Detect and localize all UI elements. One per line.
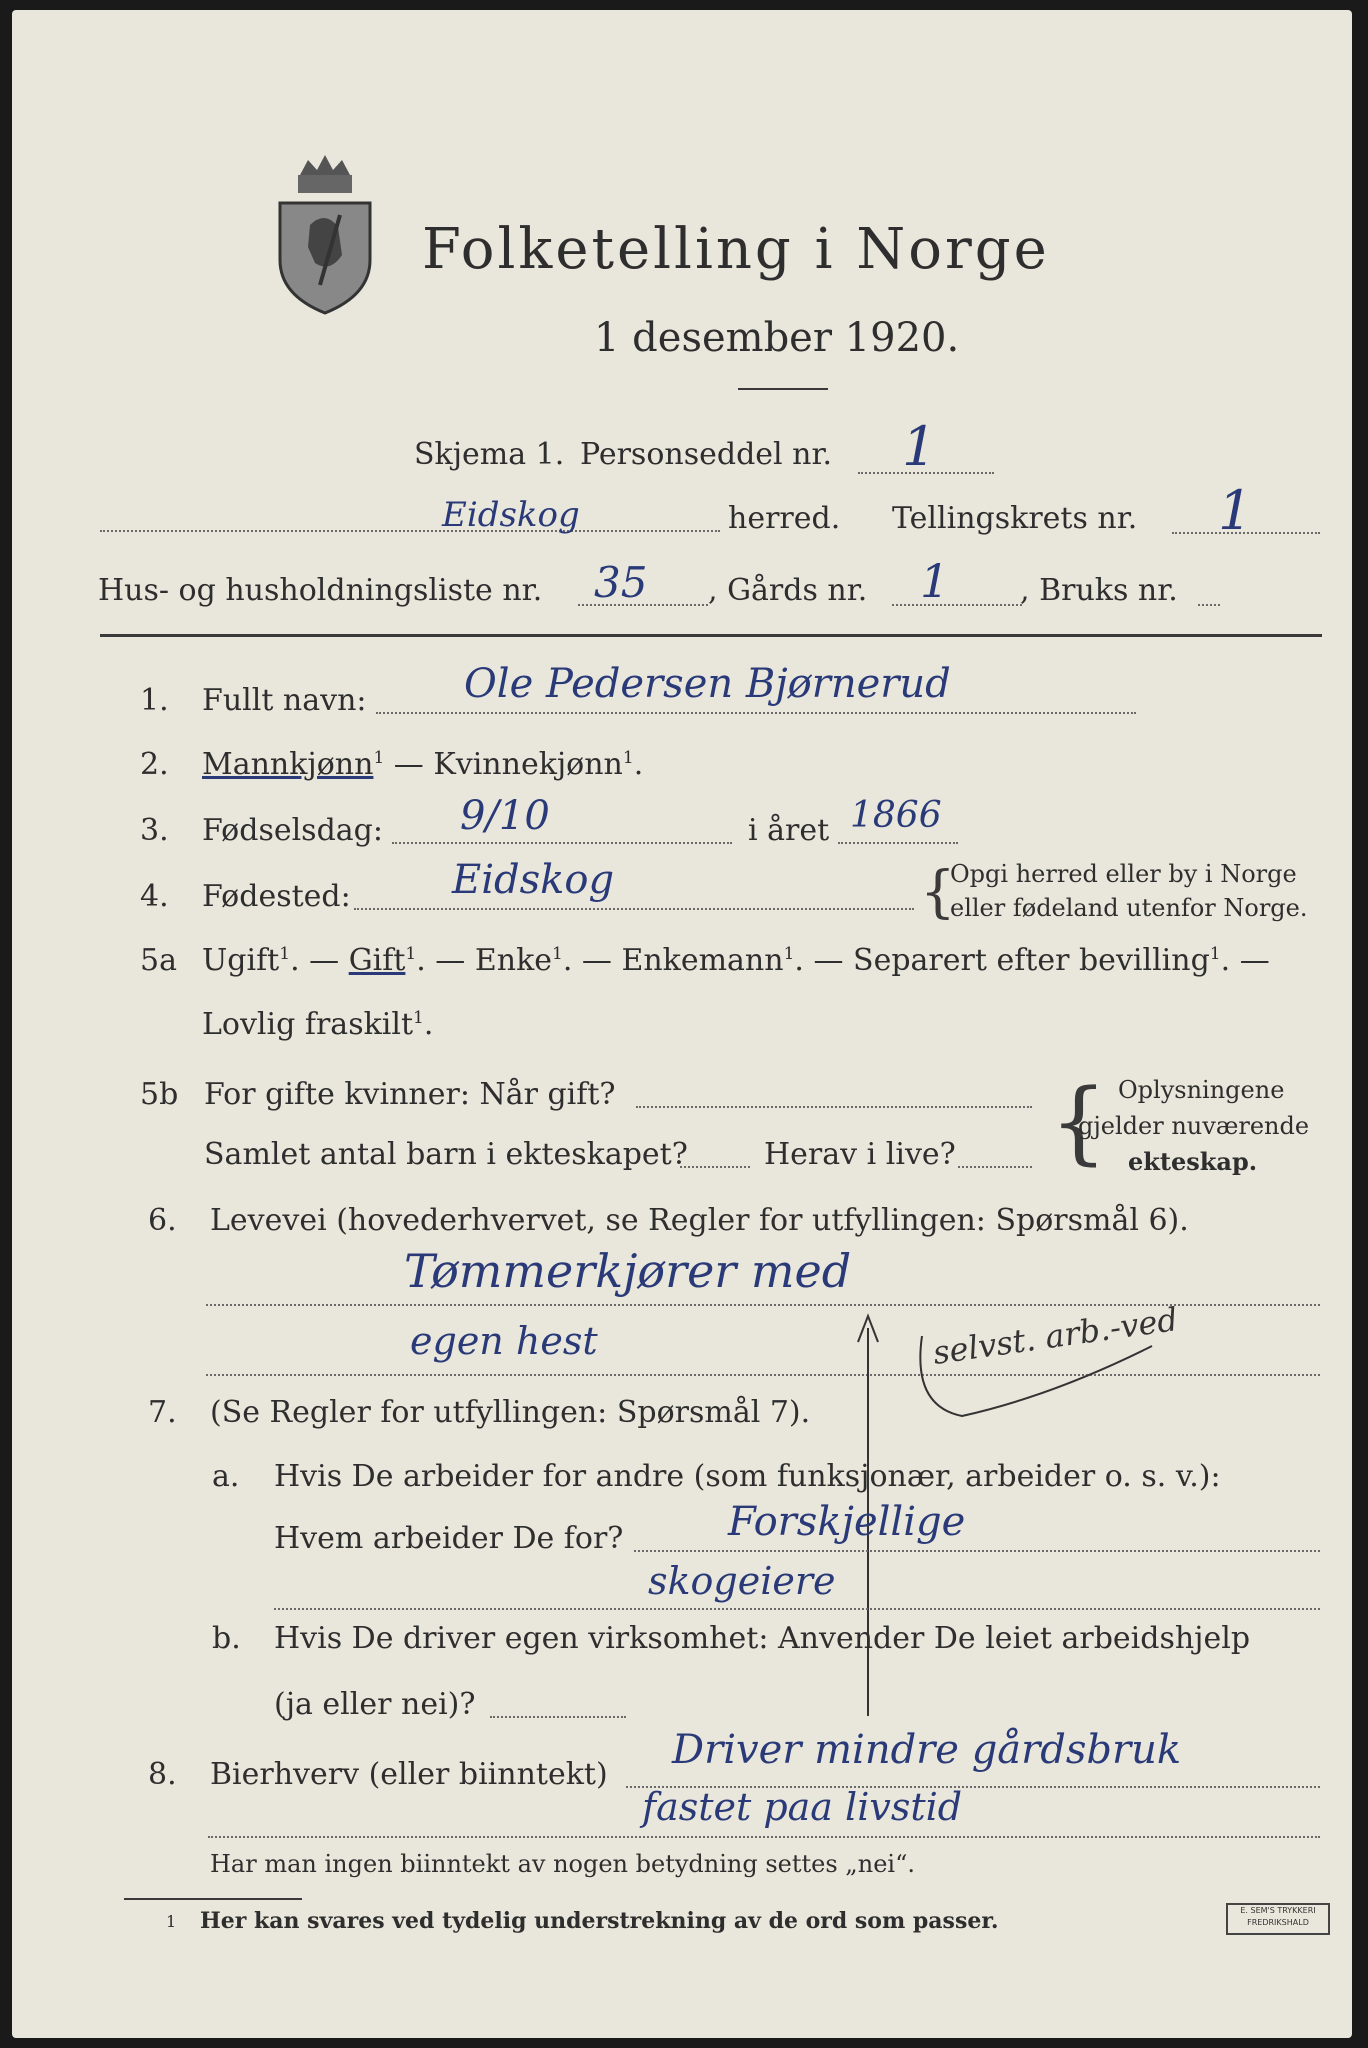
herred-line [100,530,720,532]
q3-number: 3. [140,813,169,848]
herred-value: Eidskog [442,495,580,535]
q5b-line3 [958,1166,1032,1168]
q6-value-line1: Tømmerkjører med [404,1244,852,1298]
q1-label: Fullt navn: [202,683,367,718]
q5b-note1: Oplysningene [1118,1076,1285,1104]
form-title: Folketelling i Norge [422,217,1050,282]
q8-value2: fastet paa livstid [642,1785,963,1829]
q1-number: 1. [140,683,169,718]
hus-value: 35 [594,558,648,607]
q3-line [392,842,732,844]
q6-annotation: selvst. arb.-ved [930,1300,1181,1372]
q5b-number: 5b [140,1077,179,1112]
q5b-label1: For gifte kvinner: Når gift? [204,1077,616,1112]
bruks-label: , Bruks nr. [1020,573,1178,608]
footer-note: Har man ingen biinntekt av nogen betydning settes „nei“. [210,1850,915,1878]
q5b-label3: Herav i live? [764,1137,956,1172]
herred-label: herred. [728,501,841,536]
q7a-line1 [634,1550,1320,1552]
q2-mannkjonn: Mannkjønn [202,747,374,782]
skjema-label: Skjema 1. [414,437,565,472]
census-date: 1 desember 1920. [594,315,960,361]
q7b-number: b. [212,1621,241,1656]
q3-value: 9/10 [460,793,550,839]
q3-year-label: i året [748,813,830,848]
q5b-brace: { [1050,1070,1108,1175]
title-divider [738,388,828,390]
q5a-number: 5a [140,943,177,978]
q4-label: Fødested: [202,879,351,914]
q6-label: Levevei (hovederhvervet, se Regler for utfyllingen: Spørsmål 6). [210,1203,1189,1238]
q4-line [354,908,914,910]
q6-value-line2: egen hest [410,1319,598,1363]
q7a-who-label: Hvem arbeider De for? [274,1521,624,1556]
q2-number: 2. [140,747,169,782]
header-rule [100,634,1322,637]
tellingskrets-value: 1 [1218,479,1253,542]
q5b-note3: ekteskap. [1128,1147,1258,1176]
q5a-gift: Gift [348,943,406,978]
q7-number: 7. [148,1395,177,1430]
q4-number: 4. [140,879,169,914]
q7b-label: Hvis De driver egen virksomhet: Anvender De leiet arbeidshjelp [274,1621,1251,1656]
tellingskrets-label: Tellingskrets nr. [892,501,1138,536]
q8-value1: Driver mindre gårdsbruk [672,1727,1182,1773]
printer-stamp: E. SEM'S TRYKKERI FREDRIKSHALD [1226,1903,1330,1935]
gards-label: , Gårds nr. [708,573,868,608]
q4-value: Eidskog [452,857,615,903]
q5a-options: Ugift$^1$. — Gift$^1$. — Enke$^1$. — Enkemann$^1$. — Separert efter bevilling$^1$. — [202,943,1270,978]
norwegian-coat-of-arms-icon [270,155,380,315]
q4-note-line2: eller fødeland utenfor Norge. [950,894,1308,922]
gards-line [892,604,1022,606]
q7b-label2: (ja eller nei)? [274,1687,476,1722]
q7b-line [490,1716,626,1718]
q3-year-line [838,842,958,844]
q6-number: 6. [148,1203,177,1238]
footnote-number: 1 [166,1912,177,1931]
personseddel-label: Personseddel nr. [580,437,833,472]
q7-label: (Se Regler for utfyllingen: Spørsmål 7). [210,1395,811,1430]
q5b-line2 [680,1166,750,1168]
q8-line2 [208,1836,1320,1838]
q8-label: Bierhverv (eller biinntekt) [210,1757,608,1792]
q4-note-line1: Opgi herred eller by i Norge [950,860,1297,888]
q4-brace: { [920,860,956,925]
q5b-label2: Samlet antal barn i ekteskapet? [204,1137,688,1172]
q5b-line1 [636,1106,1032,1108]
q7a-value1: Forskjellige [728,1499,966,1545]
q7a-line2 [274,1608,1320,1610]
q3-year-value: 1866 [850,795,942,836]
q7a-label: Hvis De arbeider for andre (som funksjonær, arbeider o. s. v.): [274,1459,1221,1494]
q2-options: Mannkjønn$^1$ — Kvinnekjønn$^1$. [202,747,644,782]
hus-label: Hus- og husholdningsliste nr. [98,573,543,608]
q7a-value2: skogeiere [648,1559,836,1603]
q3-label: Fødselsdag: [202,813,383,848]
q1-line [376,712,1136,714]
personseddel-value: 1 [902,415,937,478]
gards-value: 1 [920,554,950,608]
q5b-note2: gjelder nuværende [1078,1112,1310,1140]
q5a-fraskilt: Lovlig fraskilt$^1$. [202,1007,434,1042]
bruks-line [1198,604,1220,606]
footnote-text: Her kan svares ved tydelig understrekning av de ord som passer. [200,1908,999,1934]
q8-number: 8. [148,1757,177,1792]
footnote-rule [124,1898,302,1900]
q1-value: Ole Pedersen Bjørnerud [464,661,951,707]
q7a-number: a. [212,1459,240,1494]
q2-kvinnekjonn: Kvinnekjønn [433,747,623,782]
census-form-page [12,10,1352,2038]
